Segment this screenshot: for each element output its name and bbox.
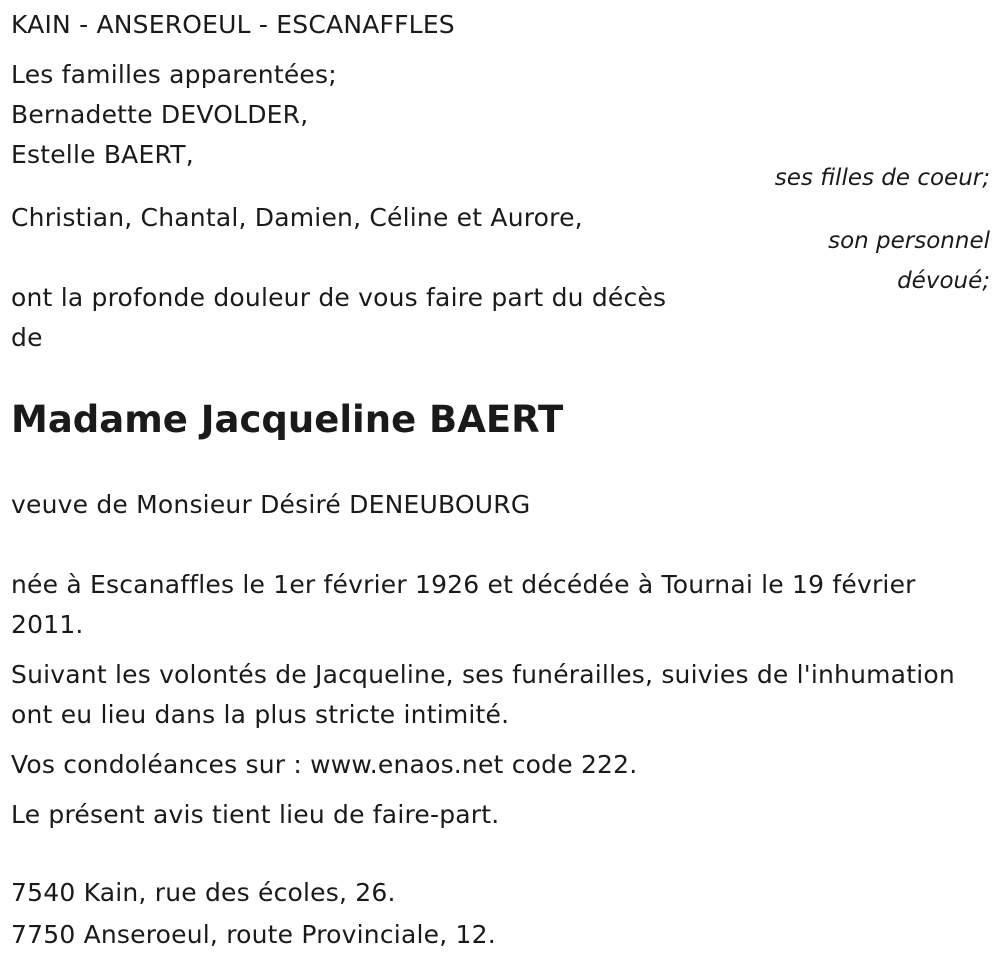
notice-line: Le présent avis tient lieu de faire-part. [11,800,500,829]
address-kain: 7540 Kain, rue des écoles, 26. [11,878,396,907]
address-anseroeul: 7750 Anseroeul, route Provinciale, 12. [11,920,496,949]
spouse-line: veuve de Monsieur Désiré DENEUBOURG [11,490,531,519]
staff-role-line-1: son personnel [828,228,990,254]
announcement-line-1: ont la profonde douleur de vous faire part du décès [11,283,667,312]
staff-role-line-2: dévoué; [897,268,990,294]
family-intro: Les familles apparentées; [11,60,337,89]
deceased-name: Madame Jacqueline BAERT [11,398,564,441]
dates-line-1: née à Escanaffles le 1er février 1926 et décédée à Tournai le 19 février [11,570,916,599]
dates-line-2: 2011. [11,610,84,639]
funeral-line-1: Suivant les volontés de Jacqueline, ses funérailles, suivies de l'inhumation [11,660,955,689]
condolences-line: Vos condoléances sur : www.enaos.net code 222. [11,750,638,779]
family-member-1: Bernadette DEVOLDER, [11,100,309,129]
staff-names: Christian, Chantal, Damien, Céline et Aurore, [11,203,583,232]
announcement-line-2: de [11,323,43,352]
funeral-line-2: ont eu lieu dans la plus stricte intimité. [11,700,510,729]
locations-header: KAIN - ANSEROEUL - ESCANAFFLES [11,10,455,39]
member-2-role: ses filles de coeur; [774,165,990,191]
family-member-2: Estelle BAERT, [11,140,194,169]
